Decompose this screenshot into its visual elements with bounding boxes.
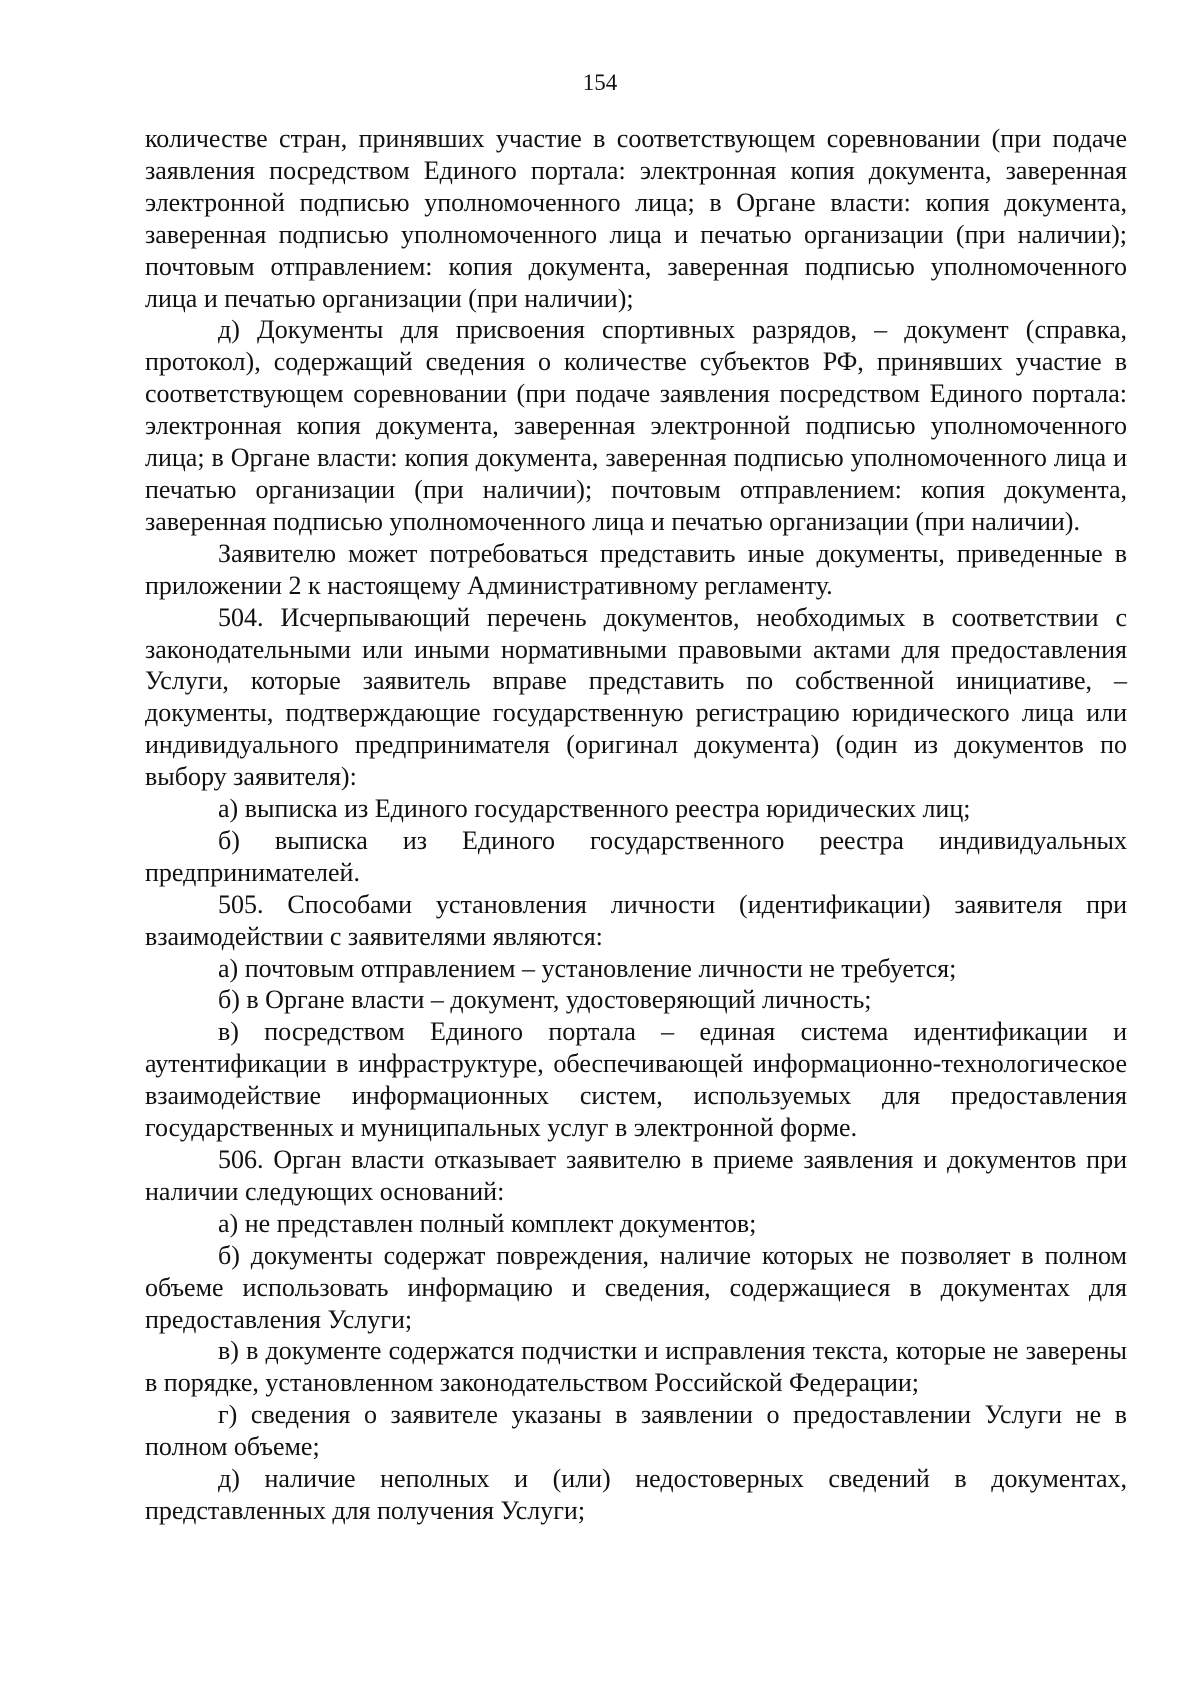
paragraph-other-documents: Заявителю может потребоваться представить иные документы, приведенные в приложении 2 к настоящему Административному регламенту. <box>145 538 1127 600</box>
page-number: 154 <box>582 70 618 95</box>
paragraph-506-item-b: б) документы содержат повреждения, наличие которых не позволяет в полном объеме использовать информацию и сведения, содержащиеся в документах для предоставления Услуги; <box>145 1240 1127 1334</box>
document-body <box>145 123 1127 1527</box>
paragraph-item-d-sport-ranks: д) Документы для присвоения спортивных разрядов, – документ (справка, протокол), содержащий сведения о количестве субъектов РФ, принявших участие в соответствующем соревновании (при подаче заявления посредством Единого портала: электронная копия документа, заверенная электронной подписью уполномоченного лица; в Органе власти: копия документа, заверенная подписью уполномоченного лица и печатью организации (при наличии); почтовым отправлением: копия документа, заверенная подписью уполномоченного лица и печатью организации (при наличии). <box>145 315 1127 536</box>
paragraph-505-item-v: в) посредством Единого портала – единая система идентификации и аутентификации в инфраструктуре, обеспечивающей информационно-технологическое взаимодействие информационных систем, используемых для предоставления государственных и муниципальных услуг в электронной форме. <box>145 1017 1127 1143</box>
paragraph-504: 504. Исчерпывающий перечень документов, необходимых в соответствии с законодательными или иными нормативными правовыми актами для предоставления Услуги, которые заявитель вправе представить по собственной инициативе, – документы, подтверждающие государственную регистрацию юридического лица или индивидуального предпринимателя (оригинал документа) (один из документов по выбору заявителя): <box>145 602 1127 792</box>
paragraph-506: 506. Орган власти отказывает заявителю в приеме заявления и документов при наличии следующих оснований: <box>145 1145 1127 1206</box>
paragraph-505-item-a: а) почтовым отправлением – установление личности не требуется; <box>218 953 957 983</box>
paragraph-504-item-a: а) выписка из Единого государственного реестра юридических лиц; <box>218 794 971 824</box>
paragraph-506-item-a: а) не представлен полный комплект документов; <box>218 1208 757 1238</box>
paragraph-506-item-v: в) в документе содержатся подчистки и исправления текста, которые не заверены в порядке, установленном законодательством Российской Федерации; <box>145 1336 1127 1398</box>
paragraph-505: 505. Способами установления личности (идентификации) заявителя при взаимодействии с заявителями являются: <box>145 889 1127 951</box>
paragraph-504-item-b: б) выписка из Единого государственного реестра индивидуальных предпринимателей. <box>145 825 1127 887</box>
paragraph-506-item-d: д) наличие неполных и (или) недостоверных сведений в документах, представленных для получения Услуги; <box>145 1464 1127 1525</box>
paragraph-505-item-b: б) в Органе власти – документ, удостоверяющий личность; <box>218 985 872 1015</box>
paragraph-506-item-g: г) сведения о заявителе указаны в заявлении о предоставлении Услуги не в полном объеме; <box>145 1400 1127 1462</box>
paragraph-continuation: количестве стран, принявших участие в соответствующем соревновании (при подаче заявления посредством Единого портала: электронная копия документа, заверенная электронной подписью уполномоченного лица; в Органе власти: копия документа, заверенная подписью уполномоченного лица и печатью организации (при наличии); почтовым отправлением: копия документа, заверенная подписью уполномоченного лица и печатью организации (при наличии); <box>145 124 1127 313</box>
